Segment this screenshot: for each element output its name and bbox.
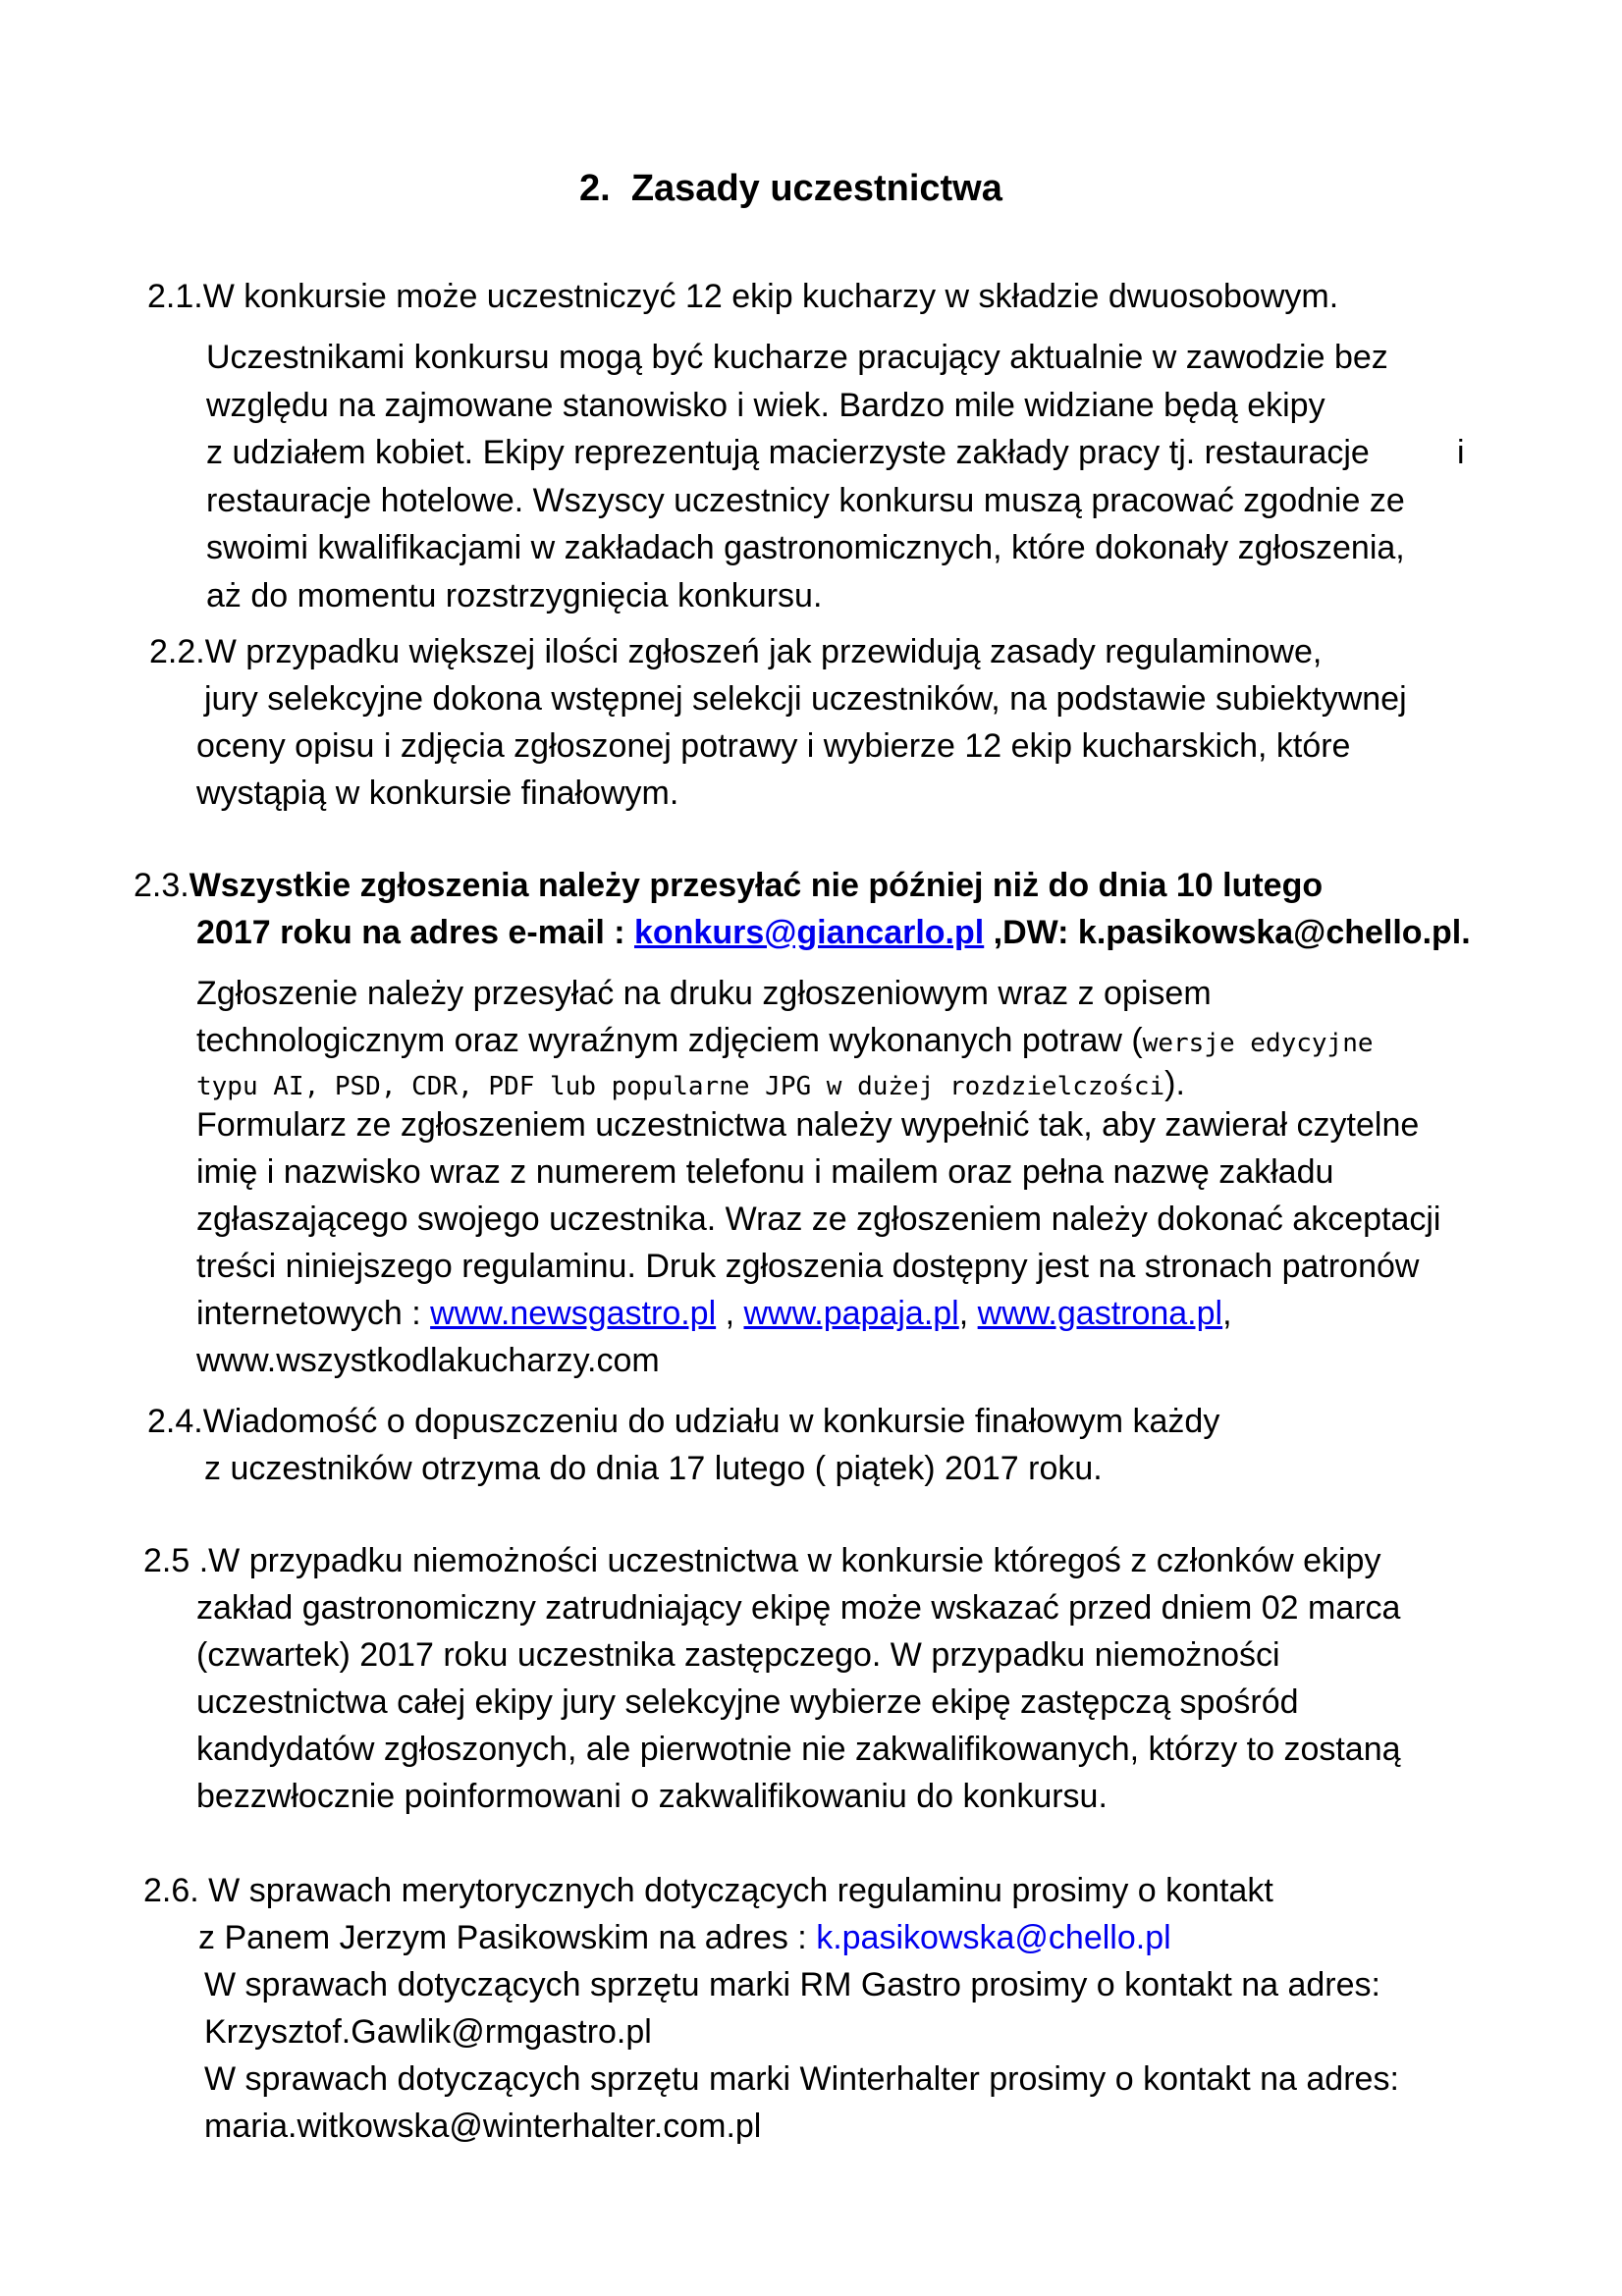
text-line: Wiadomość o dopuszczeniu do udziału w konkursie finałowym każdy [202, 1403, 1220, 1440]
text-span: z Panem Jerzym Pasikowskim na adres : [198, 1919, 817, 1956]
paragraph-number: 2.1. [147, 278, 203, 315]
text-line: treści niniejszego regulaminu. Druk zgłoszenia dostępny jest na stronach patronów [196, 1248, 1420, 1285]
paragraph-2-4-line-1 [147, 1400, 1219, 1443]
gawlik-email: Krzysztof.Gawlik@rmgastro.pl [204, 2013, 652, 2051]
section-title: Zasady uczestnictwa [630, 168, 1002, 209]
text-line: zakład gastronomiczny zatrudniający ekipę może wskazać przed dniem 02 marca [196, 1589, 1401, 1627]
section-heading [579, 167, 1002, 210]
separator: , [958, 1295, 978, 1332]
link-papaja[interactable]: www.papaja.pl [743, 1295, 959, 1332]
paragraph-2-3-line-1 [134, 864, 1323, 907]
text-line: imię i nazwisko wraz z numerem telefonu i mailem oraz pełna nazwę zakładu [196, 1153, 1334, 1191]
text-line [196, 1019, 1374, 1065]
format-note: typu AI, PSD, CDR, PDF lub popularne JPG w dużej rozdzielczości [196, 1072, 1165, 1101]
text-line [196, 1062, 1185, 1108]
cc-email-text: ,DW: k.pasikowska@chello.pl. [984, 914, 1471, 951]
text-line: z uczestników otrzyma do dnia 17 lutego ( piątek) 2017 roku. [204, 1450, 1103, 1487]
text-line: restauracje hotelowe. Wszyscy uczestnicy konkursu muszą pracować zgodnie ze [206, 482, 1405, 519]
text-line: W sprawach dotyczących sprzętu marki Winterhalter prosimy o kontakt na adres: [204, 2060, 1399, 2098]
text-line: względu na zajmowane stanowisko i wiek. Bardzo mile widziane będą ekipy [206, 387, 1325, 424]
pasikowska-email[interactable]: k.pasikowska@chello.pl [816, 1919, 1171, 1956]
site-wszystkodlakucharzy: www.wszystkodlakucharzy.com [196, 1342, 660, 1379]
text-line: W przypadku większej ilości zgłoszeń jak przewidują zasady regulaminowe, [204, 633, 1323, 670]
paragraph-number: 2.4. [147, 1403, 203, 1440]
paragraph-number: 2.2. [149, 633, 205, 670]
text-line: (czwartek) 2017 roku uczestnika zastępczego. W przypadku niemożności [196, 1636, 1280, 1674]
deadline-text: Wszystkie zgłoszenia należy przesyłać nie później niż do dnia 10 lutego [189, 867, 1324, 904]
section-number: 2. [579, 168, 611, 209]
text-line: W przypadku niemożności uczestnictwa w konkursie któregoś z członków ekipy [208, 1542, 1381, 1579]
text-line: W sprawach merytorycznych dotyczących regulaminu prosimy o kontakt [198, 1872, 1273, 1909]
patron-links-line [196, 1292, 1232, 1335]
link-newsgastro[interactable]: www.newsgastro.pl [430, 1295, 717, 1332]
paragraph-number: 2.3. [134, 867, 189, 904]
link-gastrona[interactable]: www.gastrona.pl [977, 1295, 1223, 1332]
email-line [196, 911, 1471, 954]
text-line: wystąpią w konkursie finałowym. [196, 774, 679, 812]
email-label: 2017 roku na adres e-mail : [196, 914, 634, 951]
separator: , [1222, 1295, 1232, 1332]
paragraph-2-1-line-1 [147, 275, 1338, 318]
paragraph-number: 2.6. [143, 1872, 199, 1909]
text-line: Uczestnikami konkursu mogą być kucharze pracujący aktualnie w zawodzie bez [206, 339, 1388, 376]
text-line: uczestnictwa całej ekipy jury selekcyjne wybierze ekipę zastępczą spośród [196, 1683, 1299, 1721]
text-line: i [1457, 434, 1465, 471]
text-line: W konkursie może uczestniczyć 12 ekip kucharzy w składzie dwuosobowym. [202, 278, 1339, 315]
separator: , [716, 1295, 744, 1332]
contact-line [198, 1916, 1171, 1959]
text-line: bezzwłocznie poinformowani o zakwalifikowaniu do konkursu. [196, 1778, 1108, 1815]
text-line: zgłaszającego swojego uczestnika. Wraz ze zgłoszeniem należy dokonać akceptacji [196, 1201, 1441, 1238]
text-span: technologicznym oraz wyraźnym zdjęciem wykonanych potraw ( [196, 1022, 1143, 1059]
text-line: jury selekcyjne dokona wstępnej selekcji uczestników, na podstawie subiektywnej [204, 680, 1407, 718]
paragraph-2-2-line-1 [149, 630, 1322, 673]
text-span: internetowych : [196, 1295, 431, 1332]
paragraph-2-6-line-1 [143, 1869, 1273, 1912]
paragraph-number: 2.5 . [143, 1542, 209, 1579]
text-line: aż do momentu rozstrzygnięcia konkursu. [206, 577, 823, 614]
paragraph-2-5-line-1 [143, 1539, 1380, 1582]
text-line: oceny opisu i zdjęcia zgłoszonej potrawy i wybierze 12 ekip kucharskich, które [196, 727, 1351, 765]
text-line: Formularz ze zgłoszeniem uczestnictwa należy wypełnić tak, aby zawierał czytelne [196, 1106, 1420, 1144]
contest-email-link[interactable]: konkurs@giancarlo.pl [633, 914, 985, 951]
text-line: z udziałem kobiet. Ekipy reprezentują macierzyste zakłady pracy tj. restauracje [206, 434, 1370, 471]
text-line: kandydatów zgłoszonych, ale pierwotnie nie zakwalifikowanych, którzy to zostaną [196, 1731, 1401, 1768]
text-line: swoimi kwalifikacjami w zakładach gastronomicznych, które dokonały zgłoszenia, [206, 529, 1405, 566]
format-note: wersje edycyjne [1142, 1029, 1374, 1058]
witkowska-email: maria.witkowska@winterhalter.com.pl [204, 2108, 762, 2145]
text-line: Zgłoszenie należy przesyłać na druku zgłoszeniowym wraz z opisem [196, 975, 1212, 1012]
text-span: ). [1164, 1065, 1185, 1102]
text-line: W sprawach dotyczących sprzętu marki RM Gastro prosimy o kontakt na adres: [204, 1966, 1380, 2003]
